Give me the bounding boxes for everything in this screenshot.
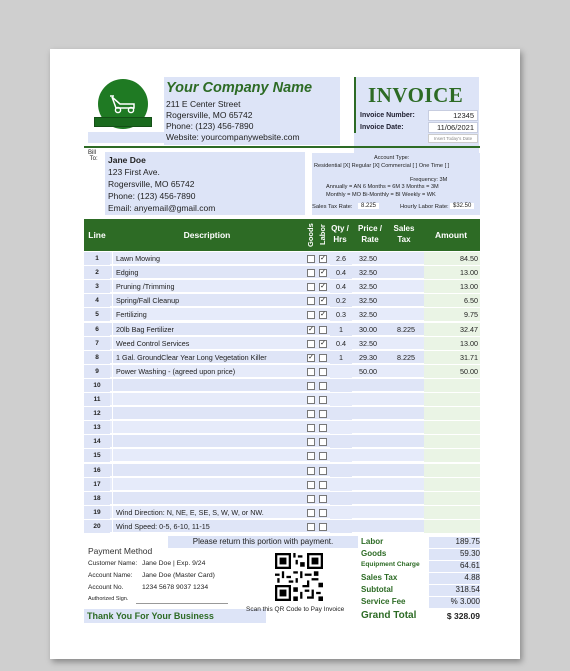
table-row	[84, 421, 480, 434]
sales-tax[interactable]	[390, 506, 422, 519]
line-number: 17	[84, 478, 110, 491]
table-row	[84, 266, 480, 279]
price-rate[interactable]	[354, 421, 388, 434]
price-rate[interactable]	[354, 407, 388, 420]
price-rate[interactable]	[354, 520, 388, 533]
labor-checkbox[interactable]: ✓	[320, 297, 326, 305]
bill-to-street: 123 First Ave.	[108, 167, 160, 177]
company-website: Website: yourcompanywebsite.com	[166, 132, 300, 142]
invoice-title: INVOICE	[368, 83, 464, 107]
qty-hours[interactable]	[330, 506, 352, 519]
sales-tax[interactable]	[390, 464, 422, 477]
sales-tax[interactable]	[390, 421, 422, 434]
price-rate[interactable]: 32.50	[359, 268, 377, 278]
qty-hours[interactable]: 0.4	[330, 337, 352, 350]
total-value: 59.30	[459, 549, 480, 558]
sales-tax[interactable]	[390, 520, 422, 533]
bill-to-name: Jane Doe	[108, 155, 146, 165]
labor-checkbox[interactable]	[319, 396, 327, 404]
table-row	[84, 308, 480, 321]
total-label: Sales Tax	[361, 573, 398, 582]
table-row	[84, 407, 480, 420]
sales-tax[interactable]	[390, 252, 422, 265]
sales-tax[interactable]	[390, 492, 422, 505]
qty-hours[interactable]	[330, 393, 352, 406]
item-description[interactable]	[112, 464, 304, 477]
item-description[interactable]	[112, 435, 304, 448]
lawn-mower-icon	[108, 94, 138, 114]
table-row	[84, 323, 480, 336]
goods-checkbox[interactable]	[307, 269, 315, 277]
goods-checkbox[interactable]	[307, 311, 315, 319]
labor-checkbox[interactable]: ✓	[320, 255, 326, 262]
labor-checkbox[interactable]	[319, 467, 327, 475]
qr-code-icon[interactable]	[275, 553, 323, 601]
amount: 32.47	[424, 323, 480, 336]
line-number: 1	[84, 252, 110, 265]
goods-checkbox[interactable]	[307, 452, 315, 460]
qty-hours[interactable]: 0.2	[330, 294, 352, 307]
company-phone: Phone: (123) 456-7890	[166, 121, 254, 131]
price-rate[interactable]: 32.50	[359, 254, 377, 263]
sales-tax[interactable]	[390, 337, 422, 350]
amount	[424, 435, 480, 448]
table-row	[84, 294, 480, 307]
table-row	[84, 337, 480, 350]
item-description[interactable]	[112, 393, 304, 406]
table-row	[84, 393, 480, 406]
table-row	[84, 449, 480, 462]
labor-checkbox[interactable]	[319, 495, 327, 503]
goods-checkbox[interactable]	[307, 396, 315, 404]
price-rate[interactable]: 32.50	[359, 282, 377, 292]
amount: 84.50	[424, 252, 480, 265]
item-description[interactable]: Wind Direction: N, NE, E, SE, S, W, W, or NW.	[112, 506, 304, 519]
line-number: 6	[84, 323, 110, 336]
header-line: Line	[88, 230, 106, 240]
item-description[interactable]	[112, 407, 304, 420]
header-description: Description	[183, 230, 231, 240]
customer-name-value[interactable]: Jane Doe | Exp. 9/24	[142, 560, 206, 567]
authorized-sign-label: Authorized Sign.	[88, 596, 129, 602]
total-value: 189.75	[455, 537, 480, 546]
account-no-label: Account No.	[88, 584, 124, 591]
table-row	[84, 478, 480, 491]
amount: 13.00	[424, 337, 480, 350]
sales-tax-rate-value[interactable]: 8.225	[358, 203, 379, 209]
logo-ribbon	[94, 117, 152, 127]
price-rate[interactable]: 30.00	[359, 324, 377, 334]
goods-checkbox[interactable]	[307, 495, 315, 503]
total-label: Grand Total	[361, 610, 417, 621]
line-number: 2	[84, 266, 110, 279]
table-row	[84, 351, 480, 364]
invoice-number-label: Invoice Number:	[360, 112, 415, 119]
qty-hours[interactable]	[330, 492, 352, 505]
total-value: 318.54	[455, 585, 480, 594]
item-description[interactable]: Edging	[112, 266, 304, 279]
labor-checkbox[interactable]	[319, 382, 327, 390]
line-number: 13	[84, 421, 110, 434]
line-number: 5	[84, 308, 110, 321]
amount: 13.00	[424, 280, 480, 293]
invoice-number-field[interactable]: 12345	[428, 110, 478, 121]
frequency-legend-2: Monthly = MO Bi-Monthly = BI Weekly = WK	[326, 192, 436, 198]
qty-hours[interactable]	[330, 464, 352, 477]
account-name-label: Account Name:	[88, 572, 133, 579]
line-number: 3	[84, 280, 110, 293]
item-description[interactable]: 1 Gal. GroundClear Year Long Vegetation Killer	[112, 351, 304, 364]
goods-checkbox[interactable]	[307, 424, 315, 432]
total-value: $ 328.09	[446, 611, 480, 621]
qty-hours[interactable]	[330, 449, 352, 462]
price-rate[interactable]: 32.50	[359, 296, 377, 306]
labor-checkbox[interactable]: ✓	[320, 311, 326, 319]
line-number: 7	[84, 337, 110, 350]
qty-hours[interactable]	[330, 478, 352, 491]
signature-line[interactable]	[136, 603, 228, 604]
frequency-legend-1: Annually = AN 6 Months = 6M 3 Months = 3M	[326, 184, 439, 190]
sales-tax[interactable]	[390, 280, 422, 293]
qty-hours[interactable]: 0.3	[330, 308, 352, 321]
amount	[424, 520, 480, 533]
labor-rate-label: Hourly Labor Rate:	[400, 204, 449, 210]
price-rate[interactable]	[354, 478, 388, 491]
line-number: 9	[84, 365, 110, 378]
insert-today-button[interactable]: Insert Today's Date	[428, 134, 478, 143]
total-label: Equipment Charge	[361, 561, 420, 568]
company-street: 211 E Center Street	[166, 99, 241, 109]
price-rate[interactable]: 50.00	[359, 366, 377, 376]
qty-hours[interactable]	[330, 435, 352, 448]
table-row	[84, 252, 480, 265]
table-row	[84, 520, 480, 533]
qty-hours[interactable]	[330, 421, 352, 434]
items-table-header	[84, 219, 480, 251]
bill-to-city: Rogersville, MO 65742	[108, 179, 195, 189]
table-row	[84, 280, 480, 293]
table-row	[84, 435, 480, 448]
line-number: 15	[84, 449, 110, 462]
line-number: 14	[84, 435, 110, 448]
item-description[interactable]	[112, 478, 304, 491]
line-number: 11	[84, 393, 110, 406]
header-sales-tax: Sales Tax	[393, 224, 415, 244]
total-label: Service Fee	[361, 597, 406, 606]
labor-checkbox[interactable]	[319, 481, 327, 489]
price-rate[interactable]	[354, 449, 388, 462]
labor-checkbox[interactable]	[319, 368, 327, 376]
item-description[interactable]: Pruning /Trimming	[112, 280, 304, 293]
total-label: Goods	[361, 549, 387, 558]
table-row	[84, 464, 480, 477]
qty-hours[interactable]: 1	[330, 323, 352, 336]
sales-tax[interactable]	[390, 449, 422, 462]
labor-checkbox[interactable]	[319, 509, 327, 517]
labor-checkbox[interactable]	[319, 452, 327, 460]
goods-checkbox[interactable]	[307, 410, 315, 418]
goods-checkbox[interactable]	[307, 438, 315, 446]
amount	[424, 421, 480, 434]
sales-tax[interactable]	[390, 407, 422, 420]
total-value[interactable]: % 3.000	[450, 597, 480, 606]
goods-checkbox[interactable]	[307, 255, 315, 263]
qty-hours[interactable]: 2.6	[330, 252, 352, 265]
line-number: 19	[84, 506, 110, 519]
amount: 50.00	[424, 365, 480, 378]
totals-box	[359, 537, 480, 625]
amount	[424, 379, 480, 392]
price-rate[interactable]	[354, 464, 388, 477]
goods-checkbox[interactable]	[307, 382, 315, 390]
item-description[interactable]: Spring/Fall Cleanup	[112, 294, 304, 307]
invoice-date-field[interactable]: 11/06/2021	[428, 122, 478, 133]
thank-you-note: Thank You For Your Business	[84, 609, 266, 623]
amount	[424, 492, 480, 505]
price-rate[interactable]: 29.30	[359, 352, 377, 362]
qty-hours[interactable]	[330, 365, 352, 378]
price-rate[interactable]	[354, 506, 388, 519]
amount	[424, 464, 480, 477]
header-goods: Goods	[306, 223, 315, 247]
goods-checkbox[interactable]	[307, 340, 315, 348]
amount	[424, 407, 480, 420]
labor-checkbox[interactable]: ✓	[320, 283, 326, 291]
account-type-options[interactable]: Residential [X] Regular [X] Commercial [ ] One Time [ ]	[314, 163, 450, 169]
bill-to-phone: Phone: (123) 456-7890	[108, 191, 196, 201]
item-description[interactable]: 20lb Bag Fertilizer	[112, 323, 304, 336]
invoice-accent-rule	[354, 77, 356, 133]
item-description[interactable]: Fertilizing	[112, 308, 304, 321]
company-name: Your Company Name	[166, 80, 313, 96]
sales-tax[interactable]	[390, 266, 422, 279]
amount	[424, 449, 480, 462]
item-description[interactable]	[112, 449, 304, 462]
labor-checkbox[interactable]	[319, 424, 327, 432]
price-rate[interactable]	[354, 435, 388, 448]
labor-checkbox[interactable]	[319, 354, 327, 362]
sales-tax-rate-label: Sales Tax Rate:	[312, 204, 353, 210]
qty-hours[interactable]	[330, 520, 352, 533]
bill-to-email: Email: anyemail@gmail.com	[108, 203, 216, 213]
goods-checkbox[interactable]	[307, 283, 315, 291]
goods-checkbox[interactable]	[307, 509, 315, 517]
frequency-label[interactable]: Frequency: 3M	[410, 177, 448, 183]
line-number: 20	[84, 520, 110, 533]
return-note: Please return this portion with payment.	[168, 536, 358, 548]
goods-checkbox[interactable]	[307, 368, 315, 376]
qr-caption: Scan this QR Code to Pay Invoice	[246, 606, 345, 613]
invoice-date-label: Invoice Date:	[360, 124, 404, 131]
total-label: Subtotal	[361, 585, 393, 594]
price-rate[interactable]: 32.50	[359, 310, 377, 320]
account-no-value[interactable]: 1234 5678 9037 1234	[142, 584, 209, 591]
item-description[interactable]: Weed Control Services	[112, 337, 304, 350]
total-label: Labor	[361, 537, 384, 546]
sales-tax[interactable]: 8.225	[397, 324, 415, 334]
header-separator	[84, 146, 480, 148]
sales-tax[interactable]	[390, 365, 422, 378]
item-description[interactable]	[112, 421, 304, 434]
payment-method-title: Payment Method	[88, 546, 153, 556]
qty-hours[interactable]: 0.4	[330, 266, 352, 279]
qty-hours[interactable]: 0.4	[330, 280, 352, 293]
amount: 6.50	[424, 294, 480, 307]
item-description[interactable]: Power Washing - (agreed upon price)	[112, 365, 304, 378]
total-value: 4.88	[464, 573, 480, 582]
item-description[interactable]: Wind Speed: 0-5, 6-10, 11-15	[112, 520, 304, 533]
price-rate[interactable]	[354, 492, 388, 505]
line-number: 8	[84, 351, 110, 364]
qty-hours[interactable]	[330, 407, 352, 420]
price-rate[interactable]	[354, 379, 388, 392]
header-amount: Amount	[434, 230, 468, 240]
item-description[interactable]	[112, 379, 304, 392]
line-number: 12	[84, 407, 110, 420]
item-description[interactable]: Lawn Mowing	[112, 252, 304, 265]
line-number: 18	[84, 492, 110, 505]
amount: 13.00	[424, 266, 480, 279]
goods-checkbox[interactable]: ✓	[308, 353, 314, 361]
labor-checkbox[interactable]	[319, 438, 327, 446]
invoice-sheet	[50, 49, 520, 659]
header-price: Price / Rate	[357, 224, 382, 244]
table-row	[84, 506, 480, 519]
price-rate[interactable]: 32.50	[359, 338, 377, 348]
goods-checkbox[interactable]	[307, 467, 315, 475]
labor-checkbox[interactable]: ✓	[320, 339, 326, 347]
line-number: 4	[84, 294, 110, 307]
labor-checkbox[interactable]: ✓	[320, 269, 326, 277]
bill-to-label: Bill To:	[88, 150, 98, 162]
item-description[interactable]	[112, 492, 304, 505]
labor-checkbox[interactable]	[319, 326, 327, 334]
amount: 31.71	[424, 351, 480, 364]
labor-checkbox[interactable]	[319, 523, 327, 531]
table-row	[84, 379, 480, 392]
price-rate[interactable]	[354, 393, 388, 406]
company-city: Rogersville, MO 65742	[166, 110, 253, 120]
qty-hours[interactable]	[330, 379, 352, 392]
amount	[424, 393, 480, 406]
amount: 9.75	[424, 308, 480, 321]
sales-tax[interactable]	[390, 308, 422, 321]
amount	[424, 506, 480, 519]
account-type-box	[312, 153, 480, 215]
goods-checkbox[interactable]	[307, 297, 315, 305]
customer-name-label: Customer Name:	[88, 560, 138, 567]
table-row	[84, 365, 480, 378]
goods-checkbox[interactable]	[307, 481, 315, 489]
header-labor: Labor	[318, 224, 327, 246]
sales-tax[interactable]	[390, 435, 422, 448]
qty-hours[interactable]: 1	[330, 351, 352, 364]
sales-tax[interactable]	[390, 294, 422, 307]
labor-checkbox[interactable]	[319, 410, 327, 418]
labor-rate-value[interactable]: $32.50	[450, 203, 474, 209]
sales-tax[interactable]	[390, 478, 422, 491]
line-number: 16	[84, 464, 110, 477]
sales-tax[interactable]	[390, 393, 422, 406]
account-type-label: Account Type:	[374, 155, 410, 161]
header-qty: Qty / Hrs	[331, 224, 349, 244]
sales-tax[interactable]: 8.225	[397, 352, 415, 362]
goods-checkbox[interactable]: ✓	[308, 325, 314, 333]
account-name-value[interactable]: Jane Doe (Master Card)	[142, 572, 215, 579]
table-row	[84, 492, 480, 505]
goods-checkbox[interactable]	[307, 523, 315, 531]
total-value: 64.61	[459, 561, 480, 570]
amount	[424, 478, 480, 491]
sales-tax[interactable]	[390, 379, 422, 392]
line-number: 10	[84, 379, 110, 392]
